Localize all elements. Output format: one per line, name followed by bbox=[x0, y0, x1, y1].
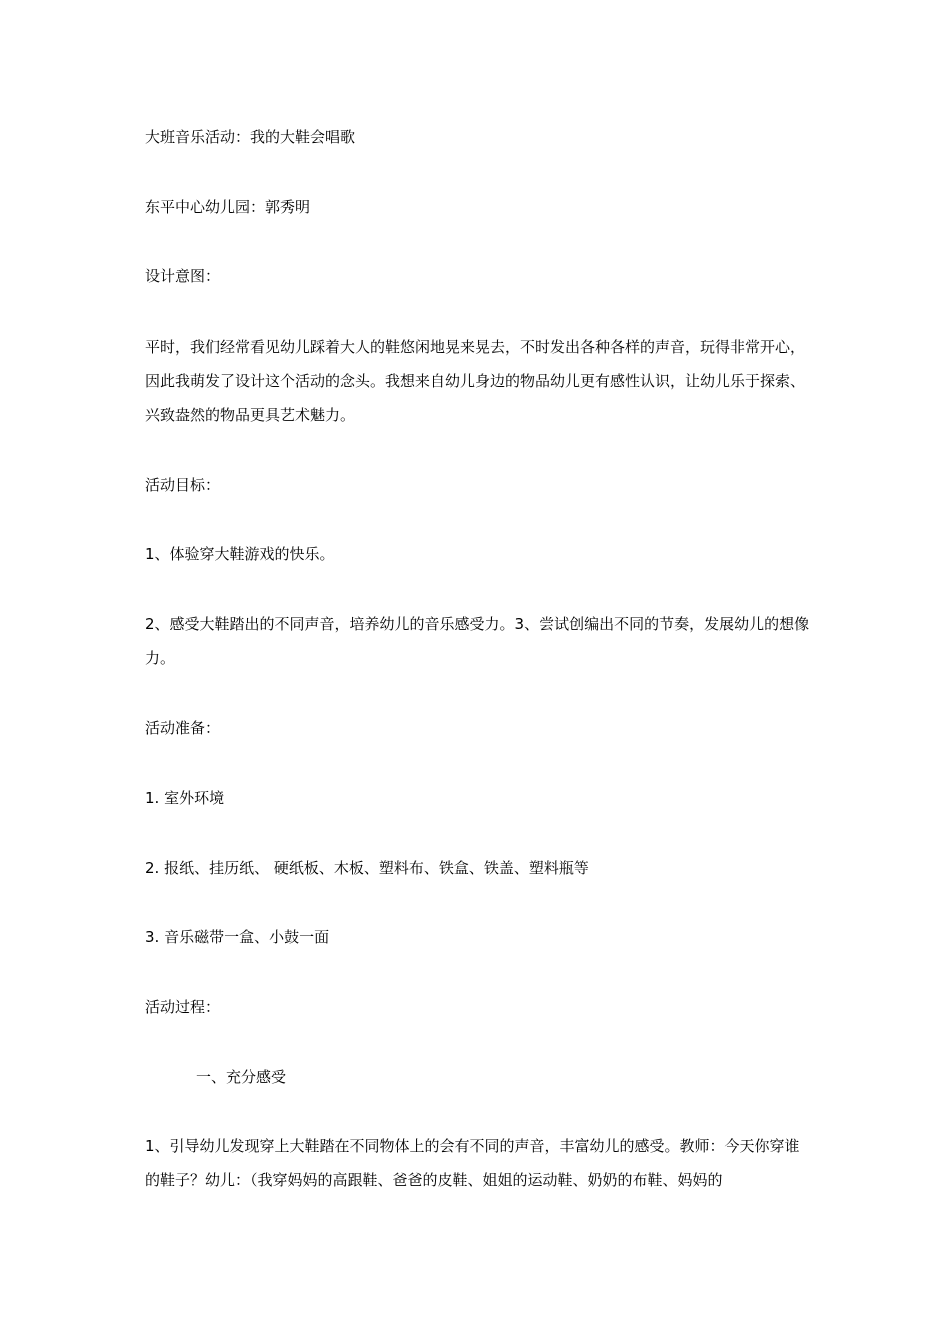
process-heading: 活动过程： bbox=[145, 998, 221, 1016]
goal-1: 1、体验穿大鞋游戏的快乐。 bbox=[145, 545, 335, 563]
author-line: 东平中心幼儿园：郭秀明 bbox=[145, 198, 311, 216]
prep-item-3: 3. 音乐磁带一盒、小鼓一面 bbox=[145, 928, 330, 946]
goals-heading: 活动目标： bbox=[145, 476, 221, 494]
prep-item-2: 2. 报纸、挂历纸、 硬纸板、木板、塑料布、铁盒、铁盖、塑料瓶等 bbox=[145, 859, 589, 877]
document-title: 大班音乐活动：我的大鞋会唱歌 bbox=[145, 128, 356, 146]
prep-item-1: 1. 室外环境 bbox=[145, 789, 225, 807]
process-section-1: 一、充分感受 bbox=[196, 1068, 287, 1086]
design-heading: 设计意图： bbox=[145, 267, 221, 285]
goal-2-3: 2、感受大鞋踏出的不同声音，培养幼儿的音乐感受力。3、尝试创编出不同的节奏，发展幼儿的想像力。 bbox=[145, 615, 810, 667]
process-step-1: 1、引导幼儿发现穿上大鞋踏在不同物体上的会有不同的声音，丰富幼儿的感受。教师：今天你穿谁的鞋子？幼儿：（我穿妈妈的高跟鞋、爸爸的皮鞋、姐姐的运动鞋、奶奶的布鞋、妈妈的 bbox=[145, 1137, 800, 1189]
prep-heading: 活动准备： bbox=[145, 719, 221, 737]
design-paragraph: 平时，我们经常看见幼儿踩着大人的鞋悠闲地晃来晃去，不时发出各种各样的声音，玩得非常开心，因此我萌发了设计这个活动的念头。我想来自幼儿身边的物品幼儿更有感性认识，让幼儿乐于探索、兴致盎然的物品更具艺术魅力。 bbox=[145, 338, 806, 424]
